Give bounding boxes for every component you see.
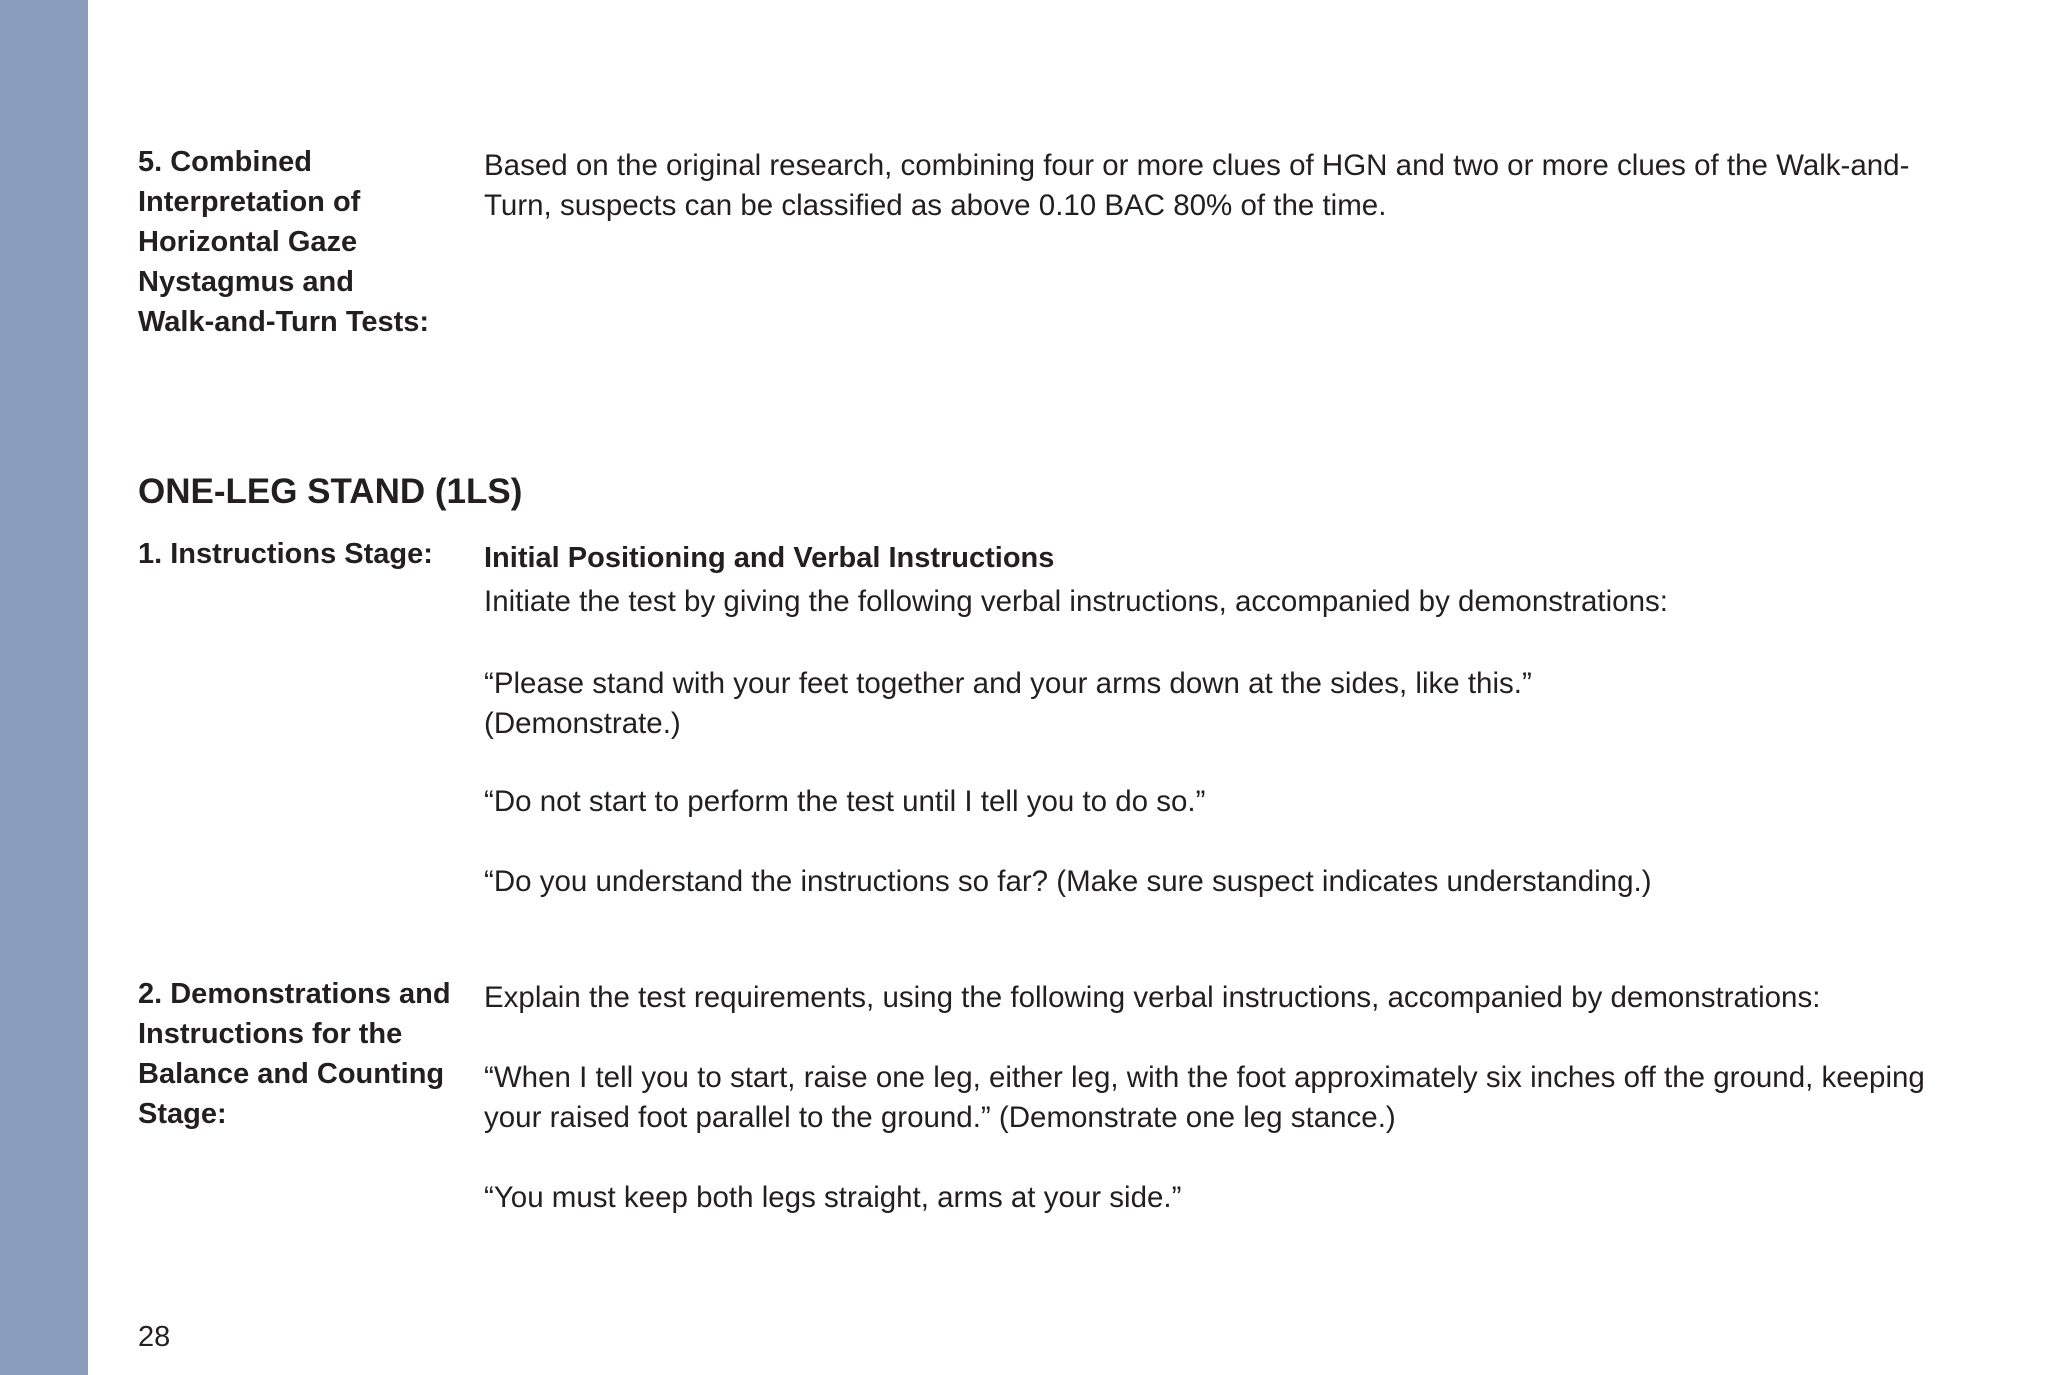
page-number: 28 bbox=[138, 1321, 171, 1353]
section-heading: ONE-LEG STAND (1LS) bbox=[138, 472, 523, 511]
step-1-quote-3: “Do you understand the instructions so far? (Make sure suspect indicates understanding.) bbox=[484, 865, 1652, 898]
section-5-label: 5. Combined Interpretation of Horizontal Gaze Nystagmus and Walk-and-Turn Tests: bbox=[138, 146, 430, 338]
step-2-text bbox=[484, 978, 1964, 1218]
section-5-text bbox=[484, 146, 1964, 226]
step-2-quote-1: “When I tell you to start, raise one leg, either leg, with the foot approximately six inches off the ground, keeping your raised foot parallel to the ground.” (Demonstrate one leg stance.) bbox=[484, 1061, 1925, 1134]
step-2-quote-2: “You must keep both legs straight, arms at your side.” bbox=[484, 1181, 1182, 1214]
section-5-paragraph: Based on the original research, combining four or more clues of HGN and two or more clues of the Walk-and-Turn, suspects can be classified as above 0.10 BAC 80% of the time. bbox=[484, 149, 1910, 222]
side-bar bbox=[0, 0, 88, 1375]
step-1-quote-1: “Please stand with your feet together and your arms down at the sides, like this.” (Demonstrate.) bbox=[484, 667, 1532, 740]
step-1-label: 1. Instructions Stage: bbox=[138, 538, 433, 570]
step-1-text bbox=[484, 538, 1964, 902]
step-1-quote-2: “Do not start to perform the test until I tell you to do so.” bbox=[484, 785, 1206, 818]
step-2-label: 2. Demonstrations and Instructions for the Balance and Counting Stage: bbox=[138, 978, 451, 1130]
step-1-subhead: Initial Positioning and Verbal Instructions bbox=[484, 542, 1055, 574]
step-2-intro: Explain the test requirements, using the following verbal instructions, accompanied by demonstrations: bbox=[484, 981, 1821, 1014]
step-1-intro: Initiate the test by giving the following verbal instructions, accompanied by demonstrations: bbox=[484, 585, 1668, 618]
